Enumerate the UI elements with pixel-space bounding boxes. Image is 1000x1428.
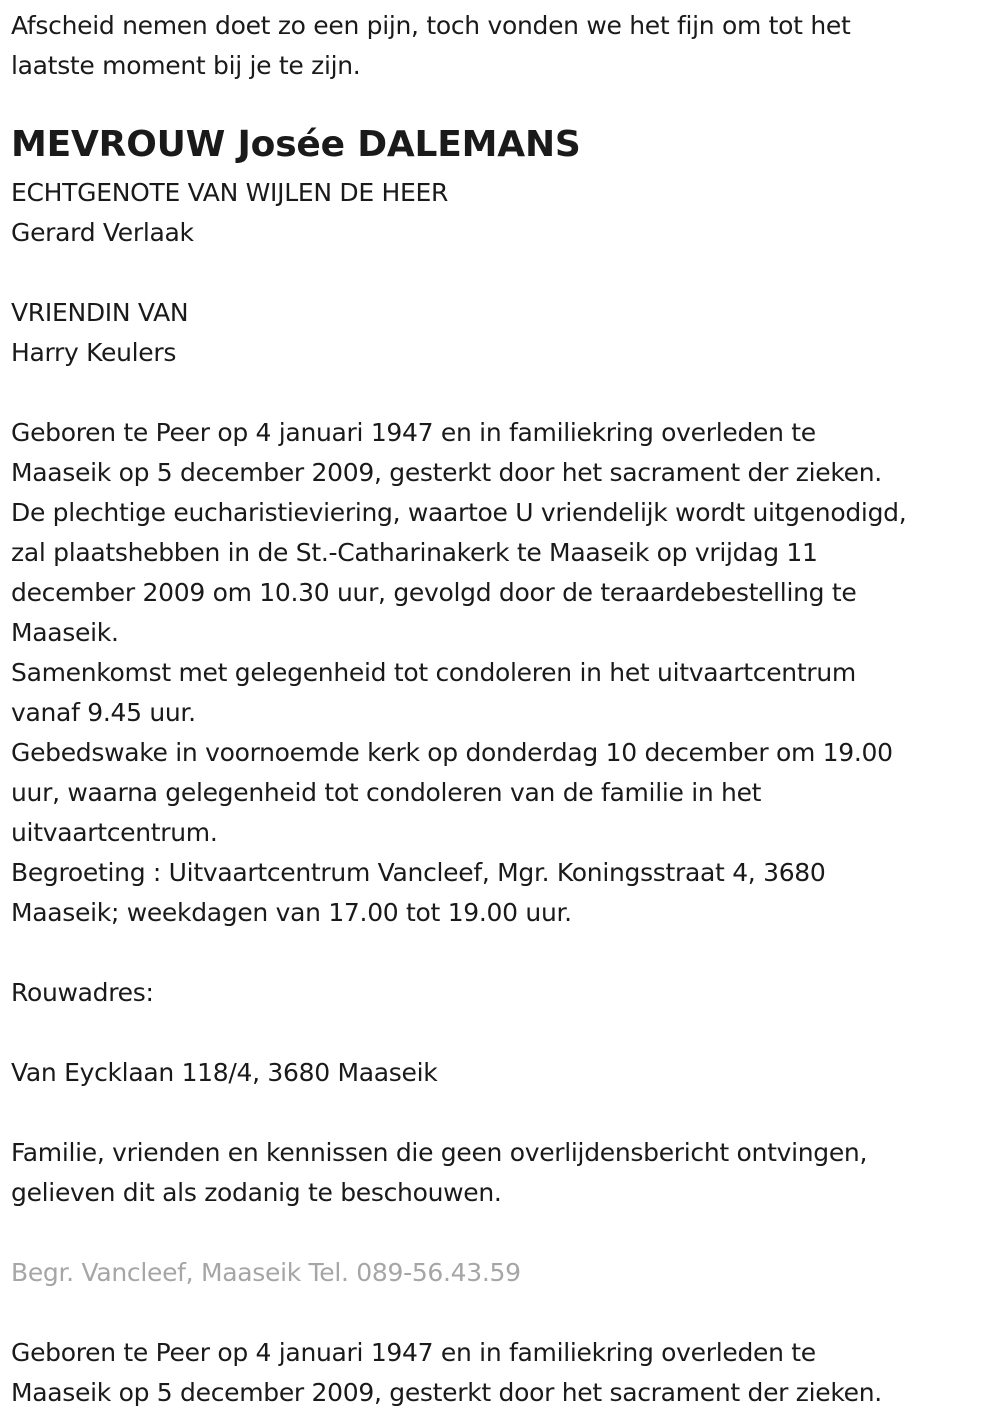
spouse-label: ECHTGENOTE VAN WIJLEN DE HEER [11,178,449,207]
details-line: vanaf 9.45 uur. [11,698,196,727]
details-line: Maaseik op 5 december 2009, gesterkt door het sacrament der zieken. [11,458,882,487]
repeat-line: Maaseik op 5 december 2009, gesterkt door het sacrament der zieken. [11,1378,882,1407]
repeat-paragraph [11,1333,882,1413]
details-line: zal plaatshebben in de St.-Catharinakerk te Maaseik op vrijdag 11 [11,538,818,567]
details-line: Maaseik; weekdagen van 17.00 tot 19.00 uur. [11,898,572,927]
intro-quote [11,6,850,86]
friend-block [11,293,188,373]
rouwadres-address: Van Eycklaan 118/4, 3680 Maaseik [11,1058,438,1087]
spouse-name: Gerard Verlaak [11,218,194,247]
deceased-name: MEVROUW Josée DALEMANS [11,124,581,165]
details-line: december 2009 om 10.30 uur, gevolgd door de teraardebestelling te [11,578,857,607]
funeral-home-contact: Begr. Vancleef, Maaseik Tel. 089-56.43.59 [11,1258,521,1287]
notice-line: gelieven dit als zodanig te beschouwen. [11,1178,502,1207]
repeat-line: Geboren te Peer op 4 januari 1947 en in familiekring overleden te [11,1338,816,1367]
intro-line: Afscheid nemen doet zo een pijn, toch vonden we het fijn om tot het [11,11,851,40]
details-line: uur, waarna gelegenheid tot condoleren van de familie in het [11,778,762,807]
notice-paragraph [11,1133,867,1213]
spouse-block [11,173,448,253]
rouwadres-address-block [11,1053,437,1093]
friend-name: Harry Keulers [11,338,177,367]
details-line: Samenkomst met gelegenheid tot condoleren in het uitvaartcentrum [11,658,856,687]
details-line: Geboren te Peer op 4 januari 1947 en in familiekring overleden te [11,418,816,447]
rouwadres-label-block [11,973,154,1013]
details-line: uitvaartcentrum. [11,818,218,847]
notice-line: Familie, vrienden en kennissen die geen overlijdensbericht ontvingen, [11,1138,868,1167]
intro-line: laatste moment bij je te zijn. [11,51,361,80]
details-line: De plechtige eucharistieviering, waartoe U vriendelijk wordt uitgenodigd, [11,498,907,527]
details-line: Gebedswake in voornoemde kerk op donderdag 10 december om 19.00 [11,738,893,767]
details-line: Maaseik. [11,618,119,647]
details-paragraph [11,413,906,933]
rouwadres-label: Rouwadres: [11,978,154,1007]
details-line: Begroeting : Uitvaartcentrum Vancleef, Mgr. Koningsstraat 4, 3680 [11,858,826,887]
funeral-home-block [11,1253,521,1293]
friend-label: VRIENDIN VAN [11,298,189,327]
